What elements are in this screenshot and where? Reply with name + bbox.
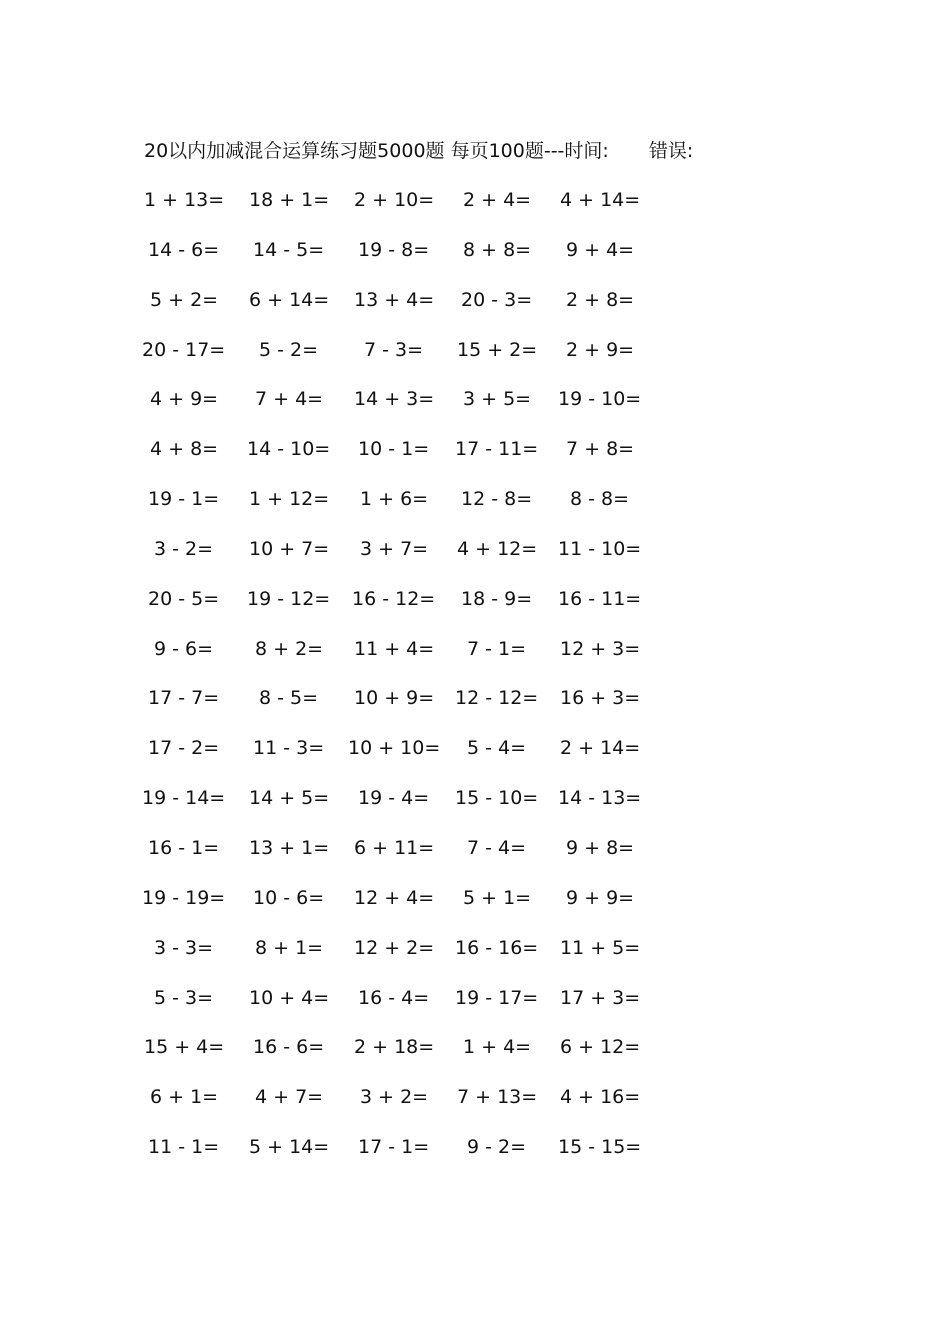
problem-item: 14 - 10= — [247, 438, 331, 461]
problem-row — [0, 882, 950, 932]
problem-item: 16 - 6= — [253, 1036, 325, 1059]
problem-item: 3 + 7= — [360, 537, 429, 560]
problem-item: 17 - 1= — [358, 1136, 430, 1159]
worksheet-title: 20以内加减混合运算练习题5000题 每页100题---时间: — [144, 140, 609, 162]
problem-item: 12 + 2= — [354, 936, 435, 959]
problem-item: 1 + 13= — [144, 189, 225, 211]
problem-item: 7 + 13= — [457, 1086, 538, 1109]
problem-item: 5 + 2= — [150, 288, 219, 311]
problem-item: 15 - 15= — [558, 1136, 642, 1159]
problem-item: 7 - 3= — [364, 338, 424, 361]
problem-item: 19 - 14= — [142, 787, 226, 810]
worksheet-header — [144, 136, 693, 166]
problem-item: 2 + 9= — [566, 338, 635, 361]
problem-row — [0, 184, 950, 234]
problem-item: 11 - 1= — [148, 1136, 220, 1159]
problem-item: 6 + 14= — [249, 288, 330, 311]
problem-item: 8 - 5= — [259, 687, 319, 710]
error-label: 错误: — [648, 140, 694, 162]
problem-row — [0, 234, 950, 284]
problem-item: 4 + 12= — [457, 537, 538, 560]
problem-item: 13 + 1= — [249, 836, 330, 859]
problem-row — [0, 483, 950, 533]
problem-item: 3 + 2= — [360, 1086, 429, 1109]
problem-row — [0, 383, 950, 433]
problem-item: 2 + 10= — [354, 189, 435, 211]
problem-item: 8 + 1= — [255, 936, 324, 959]
problem-row — [0, 334, 950, 384]
problem-item: 11 + 4= — [354, 637, 435, 660]
problem-item: 4 + 9= — [150, 388, 219, 411]
problem-item: 14 - 13= — [558, 787, 642, 810]
problem-item: 9 + 8= — [566, 836, 635, 859]
problem-item: 3 - 3= — [154, 936, 214, 959]
problem-row — [0, 782, 950, 832]
problem-row — [0, 832, 950, 882]
problem-item: 6 + 12= — [560, 1036, 641, 1059]
problem-item: 5 - 3= — [154, 986, 214, 1009]
problem-item: 10 + 10= — [348, 737, 441, 760]
problem-item: 17 - 2= — [148, 737, 220, 760]
problem-item: 19 - 8= — [358, 238, 430, 261]
problem-item: 5 - 2= — [259, 338, 319, 361]
problem-item: 7 - 1= — [467, 637, 527, 660]
problem-item: 12 - 8= — [461, 488, 533, 511]
problem-item: 10 + 4= — [249, 986, 330, 1009]
problem-item: 19 - 19= — [142, 886, 226, 909]
problem-row — [0, 533, 950, 583]
problem-row — [0, 284, 950, 334]
problem-item: 11 - 3= — [253, 737, 325, 760]
problem-item: 4 + 8= — [150, 438, 219, 461]
problem-item: 19 - 10= — [558, 388, 642, 411]
problem-item: 16 - 1= — [148, 836, 220, 859]
problem-item: 1 + 4= — [463, 1036, 532, 1059]
problem-item: 16 - 16= — [455, 936, 539, 959]
problem-row — [0, 1081, 950, 1131]
problem-row — [0, 732, 950, 782]
problem-item: 10 - 6= — [253, 886, 325, 909]
problem-item: 19 - 4= — [358, 787, 430, 810]
problem-item: 9 - 2= — [467, 1136, 527, 1159]
problem-item: 1 + 6= — [360, 488, 429, 511]
problem-item: 10 - 1= — [358, 438, 430, 461]
problem-item: 12 + 3= — [560, 637, 641, 660]
problem-item: 12 - 12= — [455, 687, 539, 710]
problem-item: 6 + 1= — [150, 1086, 219, 1109]
problem-item: 7 - 4= — [467, 836, 527, 859]
problem-item: 10 + 9= — [354, 687, 435, 710]
problem-item: 14 + 3= — [354, 388, 435, 411]
problem-item: 2 + 8= — [566, 288, 635, 311]
problem-item: 1 + 12= — [249, 488, 330, 511]
problem-row — [0, 982, 950, 1032]
problem-item: 20 - 3= — [461, 288, 533, 311]
problem-item: 5 + 14= — [249, 1136, 330, 1159]
problem-item: 2 + 14= — [560, 737, 641, 760]
problem-item: 15 - 10= — [455, 787, 539, 810]
problem-item: 15 + 4= — [144, 1036, 225, 1059]
problem-item: 19 - 12= — [247, 587, 331, 610]
problem-item: 5 - 4= — [467, 737, 527, 760]
problem-item: 14 + 5= — [249, 787, 330, 810]
problem-row — [0, 932, 950, 982]
problem-row — [0, 1131, 950, 1181]
problem-item: 4 + 14= — [560, 189, 641, 211]
problem-item: 19 - 1= — [148, 488, 220, 511]
problem-item: 10 + 7= — [249, 537, 330, 560]
problem-item: 7 + 8= — [566, 438, 635, 461]
problem-item: 4 + 7= — [255, 1086, 324, 1109]
problem-item: 11 - 10= — [558, 537, 642, 560]
problem-item: 11 + 5= — [560, 936, 641, 959]
problem-item: 17 - 11= — [455, 438, 539, 461]
problem-item: 20 - 17= — [142, 338, 226, 361]
problem-row — [0, 583, 950, 633]
problem-item: 16 + 3= — [560, 687, 641, 710]
problem-item: 3 + 5= — [463, 388, 532, 411]
problem-item: 2 + 4= — [463, 189, 532, 211]
problem-item: 14 - 6= — [148, 238, 220, 261]
problem-item: 16 - 11= — [558, 587, 642, 610]
problem-item: 7 + 4= — [255, 388, 324, 411]
problem-row — [0, 433, 950, 483]
problem-item: 6 + 11= — [354, 836, 435, 859]
problem-item: 9 + 9= — [566, 886, 635, 909]
problem-item: 3 - 2= — [154, 537, 214, 560]
problem-row — [0, 633, 950, 683]
problem-item: 12 + 4= — [354, 886, 435, 909]
problem-item: 9 - 6= — [154, 637, 214, 660]
problem-item: 8 + 8= — [463, 238, 532, 261]
problem-item: 16 - 4= — [358, 986, 430, 1009]
problem-row — [0, 682, 950, 732]
problem-item: 4 + 16= — [560, 1086, 641, 1109]
problem-item: 19 - 17= — [455, 986, 539, 1009]
problem-item: 2 + 18= — [354, 1036, 435, 1059]
problem-row — [0, 1031, 950, 1081]
problem-item: 13 + 4= — [354, 288, 435, 311]
problem-item: 15 + 2= — [457, 338, 538, 361]
problem-item: 5 + 1= — [463, 886, 532, 909]
problem-item: 16 - 12= — [352, 587, 436, 610]
problem-item: 20 - 5= — [148, 587, 220, 610]
problem-item: 18 + 1= — [249, 189, 330, 211]
problem-item: 14 - 5= — [253, 238, 325, 261]
problem-item: 17 + 3= — [560, 986, 641, 1009]
problem-item: 17 - 7= — [148, 687, 220, 710]
problem-item: 9 + 4= — [566, 238, 635, 261]
problem-item: 18 - 9= — [461, 587, 533, 610]
problem-item: 8 - 8= — [570, 488, 630, 511]
problem-grid — [0, 184, 950, 1181]
problem-item: 8 + 2= — [255, 637, 324, 660]
